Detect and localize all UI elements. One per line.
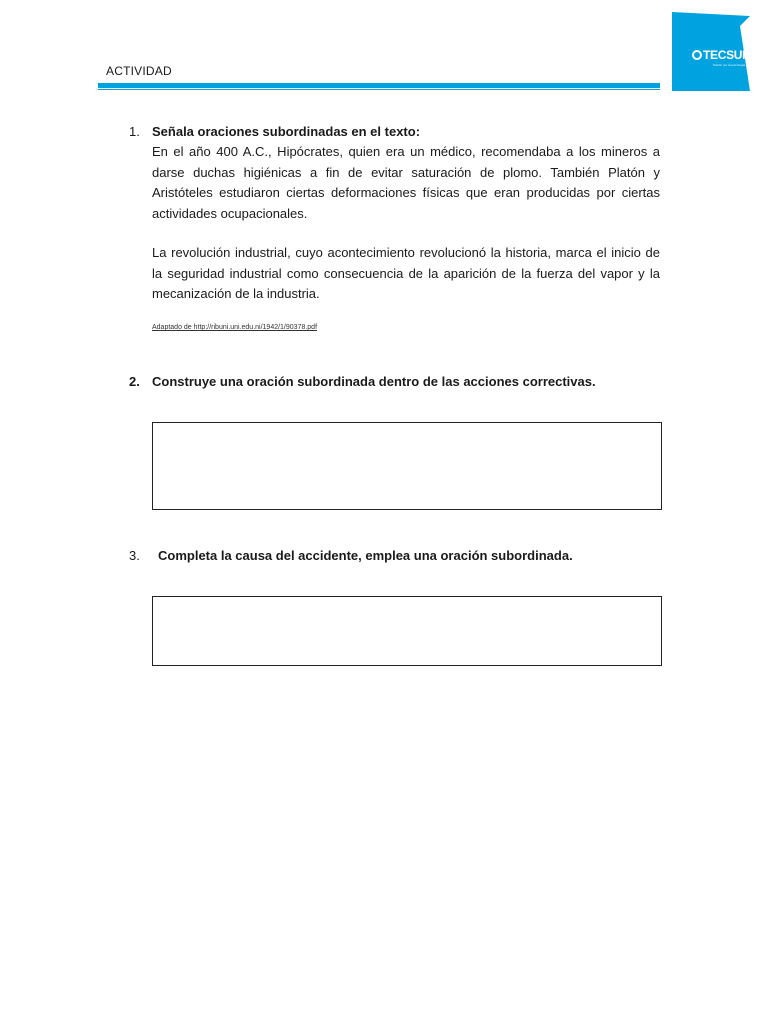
logo-tagline: Pasión por la tecnología	[713, 63, 746, 67]
logo-mark-icon	[692, 50, 702, 60]
question-2-number: 2.	[129, 374, 140, 389]
header-divider	[98, 83, 660, 88]
question-1-paragraph-2: La revolución industrial, cuyo acontecimiento revolucionó la historia, marca el inicio de la seguridad industrial como consecuencia de la aparición de la fuerza del vapor y la mecanización de la industria.	[152, 245, 660, 301]
source-link[interactable]: Adaptado de http://ribuni.uni.edu.ni/1942/1/90378.pdf	[152, 324, 318, 331]
question-1-title: Señala oraciones subordinadas en el texto:	[152, 124, 421, 139]
page-title: ACTIVIDAD	[106, 64, 172, 78]
question-2-title: Construye una oración subordinada dentro de las acciones correctivas.	[152, 374, 596, 389]
answer-box-3[interactable]	[152, 596, 662, 666]
question-1-paragraph-1: En el año 400 A.C., Hipócrates, quien era un médico, recomendaba a los mineros a darse duchas higiénicas a fin de evitar saturación de plomo. También Platón y Aristóteles estudiaron ciertas deformaciones físicas que eran producidas por ciertas actividades ocupacionales.	[152, 144, 660, 221]
question-3-number: 3.	[129, 548, 140, 563]
question-1-number: 1.	[129, 124, 140, 139]
logo-text: TECSUP	[692, 48, 750, 62]
header-divider-thin	[98, 89, 660, 90]
answer-box-2[interactable]	[152, 422, 662, 510]
question-3-title: Completa la causa del accidente, emplea una oración subordinada.	[158, 548, 573, 563]
